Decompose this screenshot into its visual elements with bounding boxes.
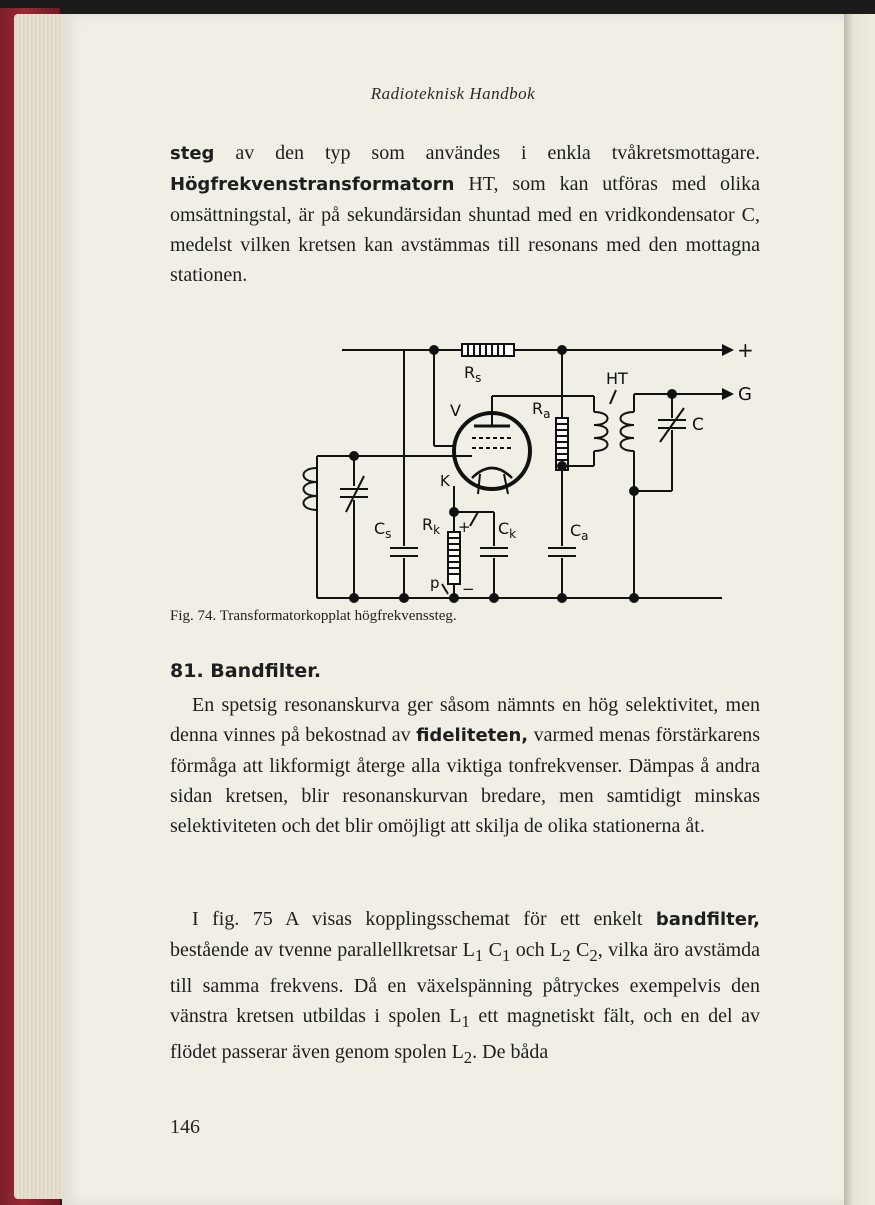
subscript: 2 — [589, 946, 598, 965]
page-number: 146 — [170, 1116, 200, 1138]
rk-minus-label: − — [462, 580, 475, 598]
cs-letter: C — [374, 519, 386, 538]
paragraph-text: varmed menas förstärkarens förmåga att likformigt återge alla viktiga tonfrekvenser. Dämpas å andra sidan kretsen, blir resonanskurvan bredare, men samtidigt minskas selektiviteten och det blir omöjligt att skilja de olika stationerna åt. — [170, 724, 760, 837]
rk-plus-label: + — [458, 518, 471, 536]
ca-label — [570, 521, 589, 543]
bold-term: Högfrekvenstransformatorn — [170, 174, 455, 195]
paragraph-text: C — [483, 939, 502, 961]
ra-subscript: a — [543, 407, 551, 421]
subscript: 1 — [501, 946, 511, 965]
ra-letter: R — [532, 399, 544, 418]
rk-label — [422, 515, 440, 537]
v-label: V — [450, 401, 461, 420]
bold-term: fideliteten, — [416, 725, 529, 746]
ck-subscript: k — [509, 527, 517, 541]
next-page-edge — [844, 14, 875, 1205]
rk-letter: R — [422, 515, 434, 534]
subscript: 2 — [463, 1048, 473, 1067]
ck-letter: C — [498, 519, 510, 538]
paragraph-text: I fig. 75 A visas kopplingsschemat för ett enkelt — [192, 908, 656, 930]
cs-label — [374, 519, 391, 541]
ca-subscript: a — [581, 529, 589, 543]
g-label: G — [738, 384, 752, 405]
paragraph-2 — [170, 690, 760, 841]
paragraph-text: bestående av tvenne parallellkretsar L — [170, 939, 475, 961]
ra-label — [532, 399, 550, 421]
ck-label — [498, 519, 516, 541]
book-page — [62, 14, 844, 1205]
figure-caption: Fig. 74. Transformatorkopplat högfrekvenssteg. — [170, 608, 457, 624]
rs-letter: R — [464, 363, 476, 382]
paragraph-text: , vilka äro avstämda till samma frekvens. Då en växelspänning påtryckes exempelvis den vänstra kretsen utbildas i spolen L — [170, 939, 761, 1027]
subscript: 1 — [461, 1012, 470, 1031]
paragraph-text: ett magnetiskt fält, och en del av flödet passerar även genom spolen L — [170, 1005, 760, 1063]
c-label: C — [692, 415, 704, 435]
running-head: Radioteknisk Handbok — [370, 84, 536, 103]
paragraph-text: HT, som kan utföras med olika omsättningstal, är på sekundärsidan shuntad med en vridkondensator C, medelst vilken kretsen kan avstämmas till resonans med den mottagna stationen. — [170, 173, 760, 286]
paragraph-text: . De båda — [472, 1041, 549, 1063]
paragraph-1 — [170, 138, 760, 290]
circuit-figure — [232, 326, 752, 615]
k-label: K — [440, 472, 450, 490]
bold-term: steg — [170, 143, 215, 164]
rs-subscript: s — [475, 371, 482, 385]
p-label: p — [430, 574, 440, 592]
cs-subscript: s — [385, 527, 392, 541]
subscript: 2 — [562, 946, 571, 965]
plus-label: + — [737, 338, 754, 362]
paragraph-text: C — [570, 939, 590, 961]
paragraph-text: av den typ som användes i enkla tvåkretsmottagare. — [214, 142, 760, 164]
paragraph-3 — [170, 904, 760, 1073]
subscript: 1 — [474, 946, 484, 965]
paragraph-text: och L — [510, 939, 563, 961]
bold-term: bandfilter, — [655, 909, 760, 930]
circuit-diagram — [232, 326, 752, 611]
ca-letter: C — [570, 521, 582, 540]
section-heading: 81. Bandfilter. — [170, 660, 322, 682]
rk-subscript: k — [433, 523, 441, 537]
ht-label: HT — [606, 369, 628, 388]
rs-label — [464, 363, 481, 385]
paragraph-text: En spetsig resonanskurva ger såsom nämnts en hög selektivitet, men denna vinnes på bekostnad av — [170, 694, 760, 746]
